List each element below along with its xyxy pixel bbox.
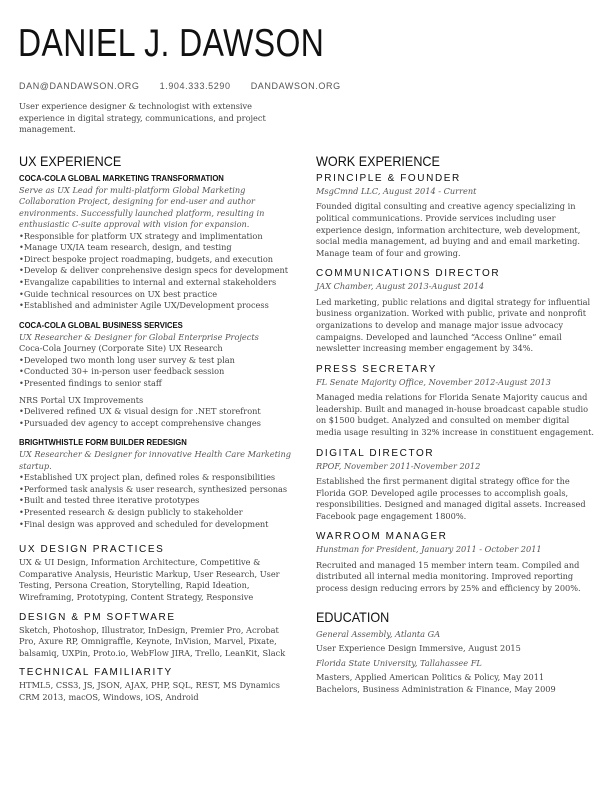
job-organization: JAX Chamber, August 2013-August 2014 xyxy=(316,281,485,292)
project-title: COCA-COLA GLOBAL MARKETING TRANSFORMATION xyxy=(19,173,224,183)
school-name: Florida State University, Tallahassee FL xyxy=(316,657,482,668)
bullet-item: • Guide technical resources on UX best practice xyxy=(19,289,297,301)
job-title: COMMUNICATIONS DIRECTOR xyxy=(316,268,501,280)
right-column xyxy=(316,153,594,695)
job-organization: RPOF, November 2011-November 2012 xyxy=(316,460,481,471)
candidate-name: DANIEL J. DAWSON xyxy=(18,22,325,65)
job-description: Managed media relations for Florida Senate Majority caucus and leadership. Built and managed in-house broadcast capable studio on $1500 budget. Analyzed and consulted on member digital media usage resulting in 32% increase in constituent engagement. xyxy=(316,392,595,437)
bullet-item: • Evangalize capabilities to internal and external stakeholders xyxy=(19,277,297,289)
job-entry xyxy=(316,448,594,523)
subproject-title: Coca-Cola Journey (Corporate Site) UX Research xyxy=(19,343,223,354)
project-coca-cola-marketing xyxy=(19,173,297,312)
project-brightwhistle xyxy=(19,437,297,530)
ux-practices-section xyxy=(19,544,297,603)
job-entry xyxy=(316,173,594,259)
email-link[interactable]: DAN@DANDAWSON.ORG xyxy=(19,81,140,91)
bullet-item: • Presented research & design publicly to stakeholder xyxy=(19,507,297,519)
school-name: General Assembly, Atlanta GA xyxy=(316,628,441,639)
bullet-item: • Pursuaded dev agency to accept comprehensive changes xyxy=(19,418,297,430)
job-entry xyxy=(316,531,594,594)
bullet-item: • Manage UX/IA team research, design, and testing xyxy=(19,242,297,254)
ux-experience-heading: UX EXPERIENCE xyxy=(19,153,122,169)
practices-list: UX & UI Design, Information Architecture, Competitive & Comparative Analysis, Heuristic Markup, User Research, User Testing, Persona Creation, Storytelling, Rapid Ideation, Wireframing, Prototyping, Content Strategy, Responsive xyxy=(19,557,280,602)
section-heading: UX DESIGN PRACTICES xyxy=(19,544,165,556)
bullet-item: • Established and administer Agile UX/Development process xyxy=(19,300,297,312)
project-coca-cola-gbs xyxy=(19,320,297,430)
job-title: DIGITAL DIRECTOR xyxy=(316,447,435,459)
education-heading: EDUCATION xyxy=(316,608,390,625)
job-title: PRESS SECRETARY xyxy=(316,363,437,375)
project-bullets xyxy=(19,355,297,390)
job-entry xyxy=(316,364,594,439)
bullet-item: • Conducted 30+ in-person user feedback session xyxy=(19,366,297,378)
job-organization: MsgCmnd LLC, August 2014 - Current xyxy=(316,186,477,196)
project-description: Serve as UX Lead for multi-platform Global Marketing Collaboration Project, designing for end-user and author environments. Successfully launched platform, resulting in enthusiastic C-suite approval with vision for expansion. xyxy=(19,185,265,230)
project-title: COCA-COLA GLOBAL BUSINESS SERVICES xyxy=(19,319,183,330)
project-role: UX Researcher & Designer for Global Enterprise Projects xyxy=(19,331,259,342)
contact-bar xyxy=(19,81,358,91)
technical-section xyxy=(19,667,297,703)
section-heading: DESIGN & PM SOFTWARE xyxy=(19,611,176,623)
summary-text: User experience designer & technologist with extensive experience in digital strategy, communications, and project management. xyxy=(19,101,266,135)
bullet-item: • Established UX project plan, defined roles & responsibilities xyxy=(19,472,297,484)
bullet-item: • Performed task analysis & user research, synthesized personas xyxy=(19,484,297,496)
job-title: PRINCIPLE & FOUNDER xyxy=(316,173,461,184)
project-bullets xyxy=(19,231,297,312)
project-bullets xyxy=(19,472,297,530)
job-title: WARROOM MANAGER xyxy=(316,531,448,543)
section-heading: TECHNICAL FAMILIARITY xyxy=(19,667,173,679)
bullet-item: • Developed two month long user survey & test plan xyxy=(19,355,297,367)
bullet-item: • Presented findings to senior staff xyxy=(19,378,297,390)
job-description: Led marketing, public relations and digital strategy for influential business organization. Worked with public, private and nonprofit organizations to develop and manage major issue advocacy campaigns. Developed and launched “Access Online” email newsletter increasing member engagement by 34%. xyxy=(316,296,591,354)
degree-detail: Masters, Applied American Politics & Policy, May 2011 xyxy=(316,671,545,682)
bullet-item: • Built and tested three iterative prototypes xyxy=(19,495,297,507)
bullet-item: • Responsible for platform UX strategy and implimentation xyxy=(19,231,297,243)
website-link[interactable]: DANDAWSON.ORG xyxy=(250,81,341,91)
subproject-title: NRS Portal UX Improvements xyxy=(19,394,144,405)
phone-number: 1.904.333.5290 xyxy=(159,81,231,91)
job-organization: Hunstman for President, January 2011 - October 2011 xyxy=(316,544,542,555)
degree-detail: User Experience Design Immersive, August 2015 xyxy=(316,642,521,653)
bullet-item: • Develop & deliver conprehensive design specs for development xyxy=(19,265,297,277)
job-organization: FL Senate Majority Office, November 2012-August 2013 xyxy=(316,376,551,387)
degree-detail: Bachelors, Business Administration & Finance, May 2009 xyxy=(316,683,556,694)
project-title: BRIGHTWHISTLE FORM BUILDER REDESIGN xyxy=(19,437,187,448)
bullet-item: • Direct bespoke project roadmaping, budgets, and execution xyxy=(19,254,297,266)
job-description: Established the first permanent digital strategy office for the Florida GOP. Developed agile processes to accomplish goals, responsibilities. Designed and managed digital assets. Increased Facebook page engagement 1800%. xyxy=(316,475,586,521)
left-column xyxy=(19,153,297,711)
job-entry xyxy=(316,268,594,354)
project-description: UX Researcher & Designer for innovative Health Care Marketing startup. xyxy=(19,449,292,471)
bullet-item: • Final design was approved and scheduled for development xyxy=(19,519,297,531)
software-section xyxy=(19,612,297,660)
bullet-item: • Delivered refined UX & visual design for .NET storefront xyxy=(19,406,297,418)
technical-list: HTML5, CSS3, JS, JSON, AJAX, PHP, SQL, REST, MS Dynamics CRM 2013, macOS, Windows, iOS, Android xyxy=(19,680,280,702)
software-list: Sketch, Photoshop, Illustrator, InDesign, Premier Pro, Acrobat Pro, Axure RP, Omnigraffle, Keynote, InVision, Marvel, Pixate, balsamiq, UXPin, Proto.io, WebFlow JIRA, Trello, LeanKit, Slack xyxy=(19,624,286,658)
job-description: Founded digital consulting and creative agency specializing in political communications. Provide services including user experience design, information architecture, web development, social media management, ad buying and and email marketing. Manage team of four and growing. xyxy=(316,201,581,258)
job-description: Recruited and managed 15 member intern team. Compiled and distributed all internal media monitoring. Improved reporting process design reducing errors by 25% and efficiency by 200%. xyxy=(316,559,581,593)
project-bullets xyxy=(19,406,297,429)
work-experience-heading: WORK EXPERIENCE xyxy=(316,153,440,169)
